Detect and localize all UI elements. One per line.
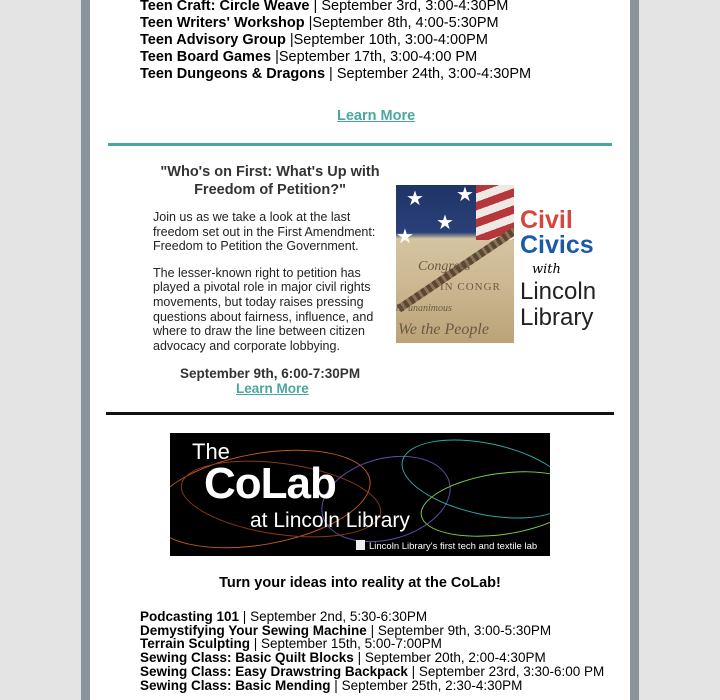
petition-learn-more-link[interactable]: Learn More — [236, 381, 309, 396]
library-books-icon — [356, 540, 365, 550]
newsletter-page — [90, 0, 630, 700]
teen-events-list — [140, 0, 531, 83]
event-row: Teen Dungeons & Dragons | September 24th, 3:00-4:30PM — [140, 66, 532, 82]
colab-heading: Turn your ideas into reality at the CoLab! — [219, 575, 501, 591]
star-icon: ★ — [406, 188, 424, 210]
logo-civil: Civil — [520, 206, 573, 234]
section-divider — [108, 143, 612, 146]
event-row: Podcasting 101 | September 2nd, 5:30-6:30PM — [140, 609, 428, 624]
petition-title: "Who's on First: What's Up with Freedom of Petition?" — [160, 164, 380, 198]
event-row: Sewing Class: Easy Drawstring Backpack | September 23rd, 3:30-6:00 PM — [140, 663, 605, 679]
event-row: Teen Advisory Group |September 10th, 3:00-4:00PM — [140, 32, 488, 48]
document-script: IN CONGR — [440, 281, 501, 293]
colab-events-list — [140, 610, 604, 692]
document-script: Congress — [418, 259, 471, 274]
colab-banner — [170, 433, 550, 556]
petition-paragraph: Join us as we take a look at the last freedom set out in the First Amendment: Freedom to Petition the Government. — [153, 210, 376, 254]
event-row: Demystifying Your Sewing Machine | September 9th, 3:00-5:30PM — [140, 622, 552, 638]
petition-description — [153, 210, 393, 365]
event-row: Teen Writers' Workshop |September 8th, 4:00-5:30PM — [140, 15, 499, 31]
event-row: Terrain Sculpting | September 15th, 5:00-7:00PM — [140, 636, 442, 652]
event-row: Sewing Class: Basic Quilt Blocks | September 20th, 2:00-4:30PM — [140, 650, 546, 666]
teen-learn-more-link[interactable]: Learn More — [337, 108, 416, 124]
logo-lincoln: Lincoln — [520, 278, 597, 305]
banner-subtitle: at Lincoln Library — [250, 509, 410, 532]
event-row: Sewing Class: Basic Mending | September 25th, 2:30-4:30PM — [140, 677, 523, 693]
banner-title: CoLab — [204, 459, 336, 508]
section-divider — [106, 412, 614, 415]
logo-with: with — [532, 262, 561, 277]
banner-the: The — [192, 439, 230, 464]
star-icon: ★ — [396, 226, 414, 248]
flag-constitution-image — [396, 185, 514, 343]
event-row: Teen Board Games |September 17th, 3:00-4:00 PM — [140, 49, 478, 65]
event-row: Teen Craft: Circle Weave | September 3rd, 3:00-4:30PM — [140, 0, 509, 14]
logo-civics: Civics — [520, 231, 594, 259]
banner-tagline: Lincoln Library's first tech and textile lab — [356, 540, 537, 552]
civil-civics-logo — [520, 208, 615, 331]
logo-library: Library — [520, 304, 594, 331]
petition-paragraph: The lesser-known right to petition has played a pivotal role in major civil rights movements, but today raises pressing questions about fairness, influence, and where to draw the line between citizen advocacy and corporate lobbying. — [153, 265, 374, 353]
star-icon: ★ — [436, 212, 454, 234]
petition-date: September 9th, 6:00-7:30PM — [180, 366, 361, 381]
document-script: We the People — [398, 321, 489, 338]
star-icon: ★ — [456, 185, 474, 206]
document-script: he unanimous — [396, 303, 452, 314]
